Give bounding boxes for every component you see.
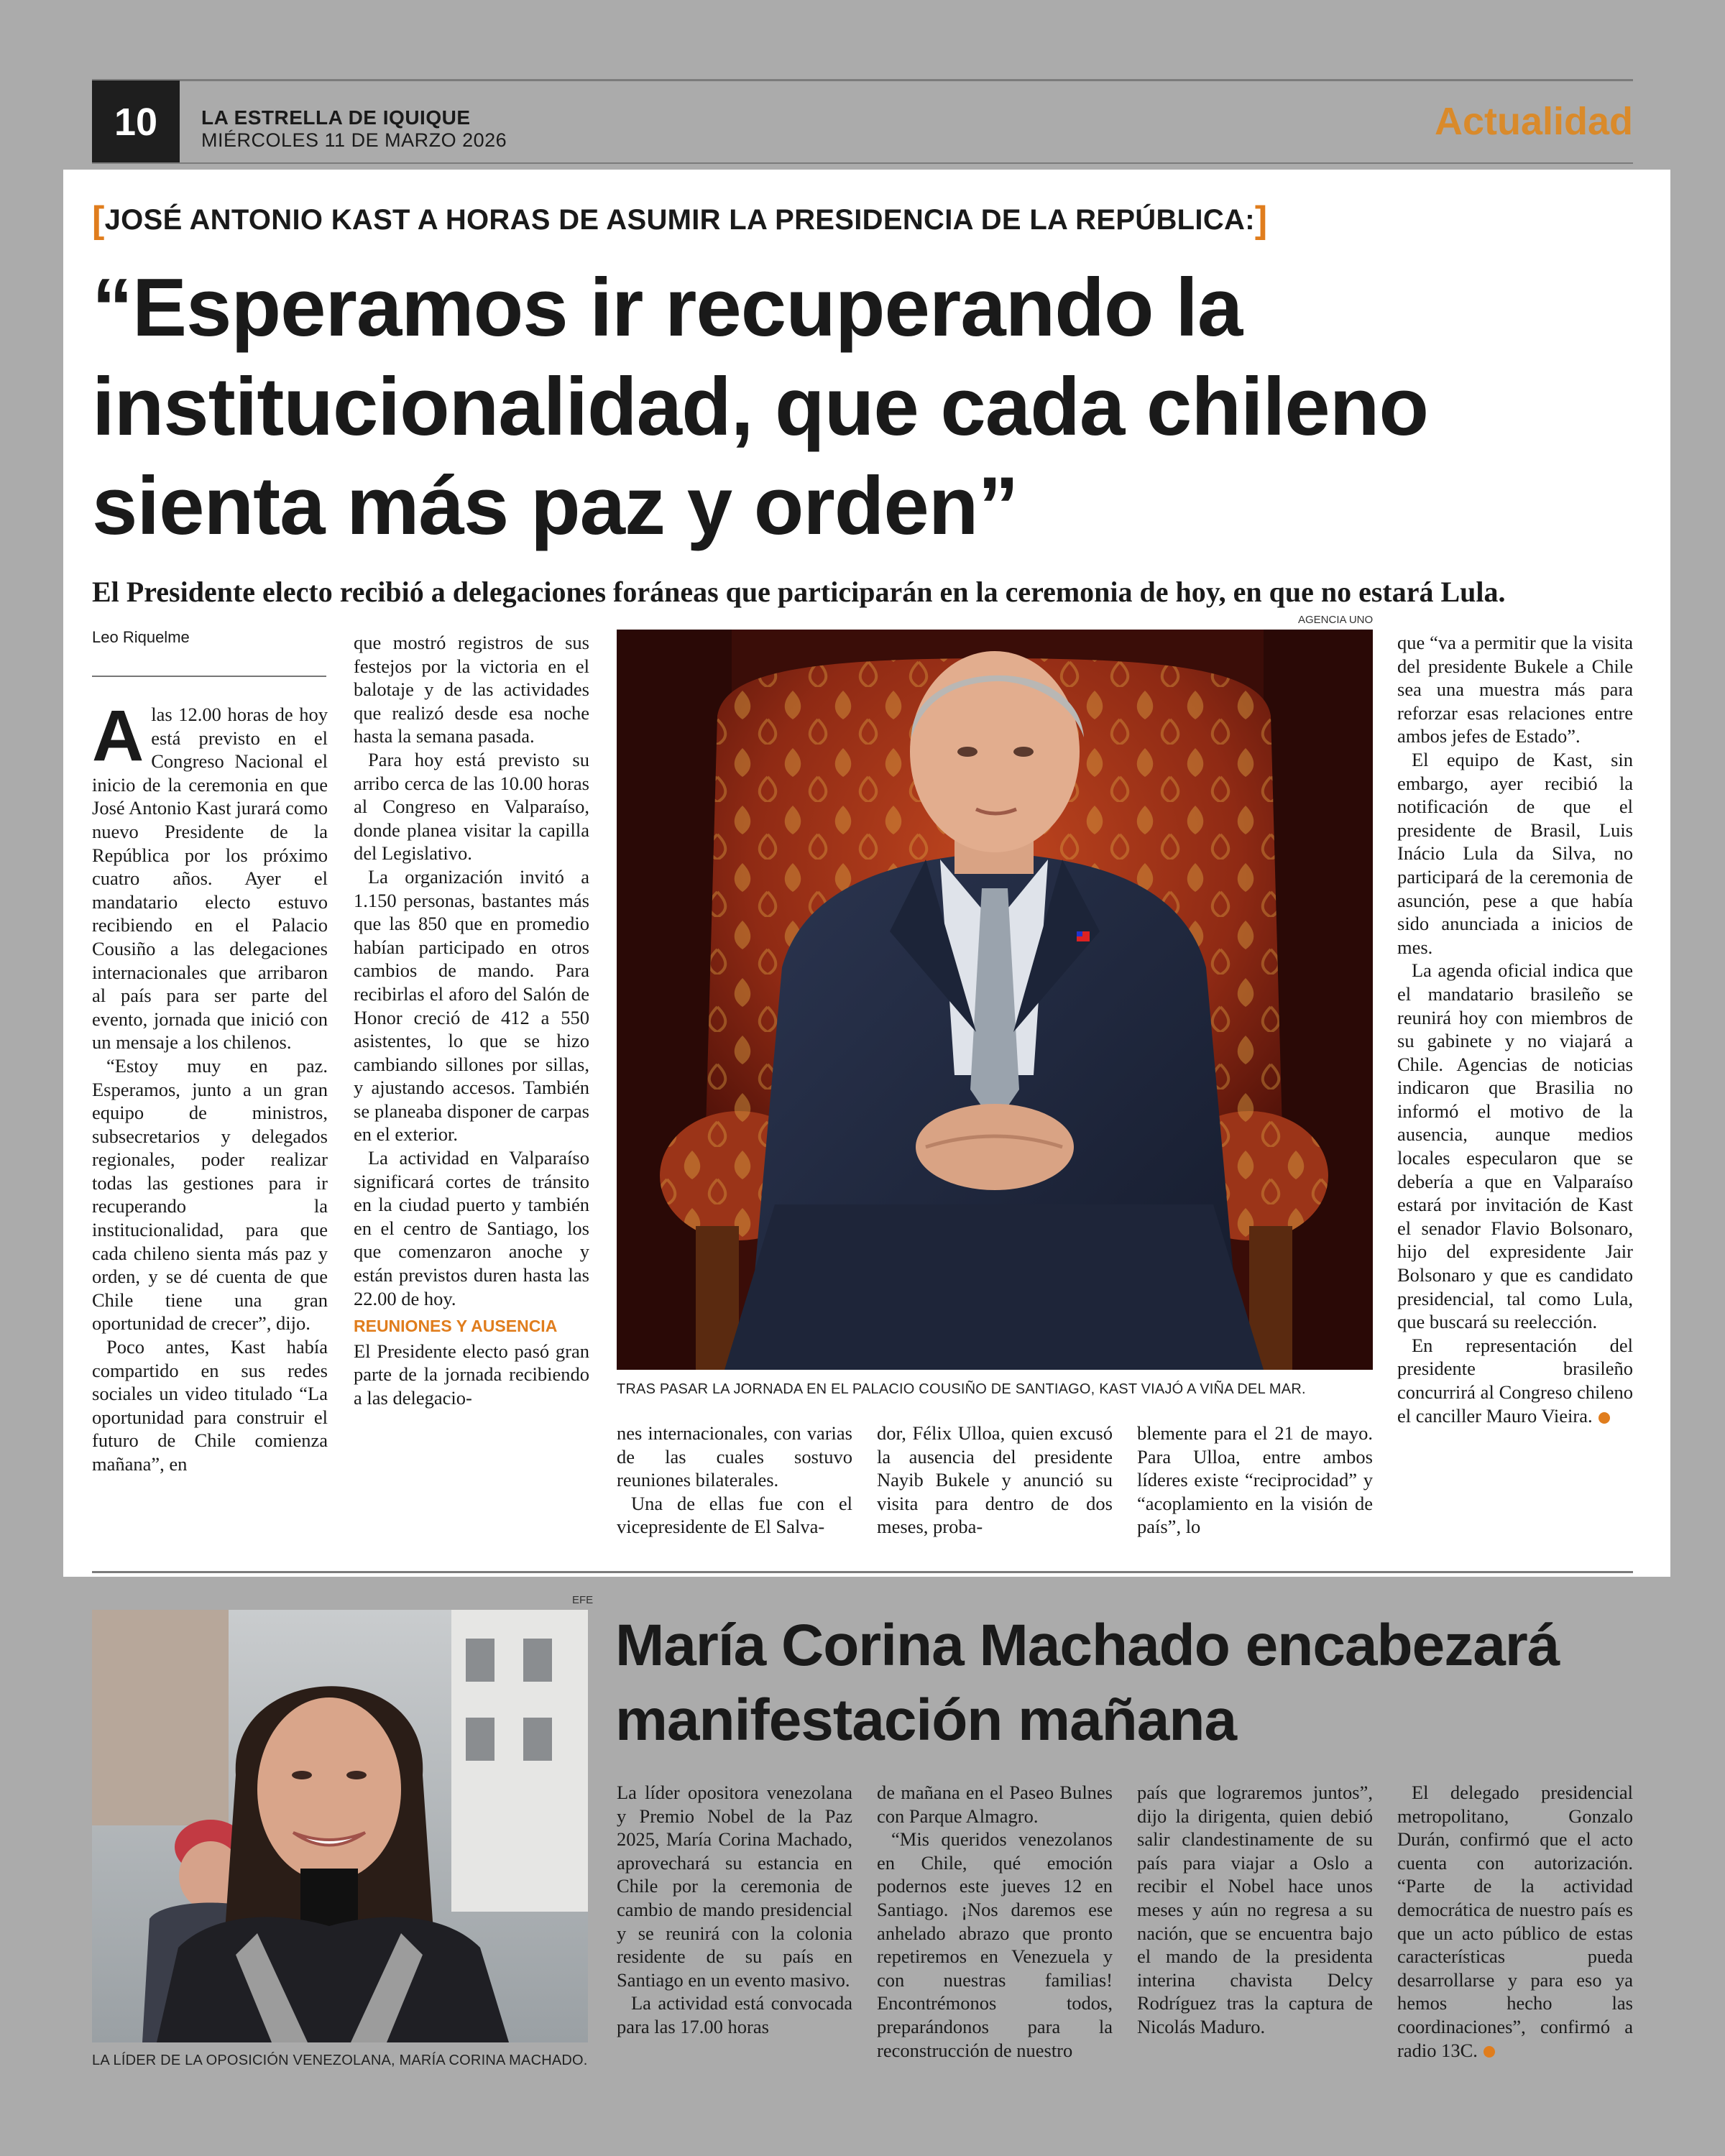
- photo2-credit: EFE: [572, 1594, 594, 1606]
- subheading: REUNIONES Y AUSENCIA: [354, 1317, 558, 1336]
- article-column-1: Alas 12.00 horas de hoy está previsto en el Congreso Nacional el inicio de la ceremonia en que José Antonio Kast jurará como nuevo Presidente de la República por los próximo cuatro años. Ayer el mandatario electo estuvo recibiendo en el Palacio Cousiño a las delegaciones internacionales que arribaron al país para ser parte del evento, jornada que inició con un mensaje a los chilenos. “Estoy muy en paz. Esperamos, junto a un gran equipo de ministros, subsecretarios y delegados regionales, poder realizar todas las gestiones para ir recuperando la institucionalidad, para que cada chileno sienta más paz y orden, y se dé cuenta de que Chile tiene una gran oportunidad de crecer”, dijo. Poco antes, Kast había compartido en sus redes sociales un video titulado “La oportunidad para construir el futuro de Chile comienza mañana”, en: [92, 696, 328, 1475]
- article-deck: El Presidente electo recibió a delegaciones foráneas que participarán en la ceremonia de hoy, en que no estará Lula.: [92, 576, 1506, 608]
- article2-column-3: país que lograremos juntos”, dijo la dirigenta, quien debió salir clandestinamente de su país para viajar a Oslo a recibir el Nobel hace unos meses y aún no regresa a su nación, que se encuentra bajo el mando de la presidenta interina chavista Delcy Rodríguez tras la captura de Nicolás Maduro.: [1137, 1782, 1373, 2037]
- article2-headline: María Corina Machado encabezará manifestación mañana: [615, 1613, 1560, 1753]
- photo2-caption: LA LÍDER DE LA OPOSICIÓN VENEZOLANA, MARÍA CORINA MACHADO.: [92, 2053, 588, 2068]
- photo-credit: AGENCIA UNO: [1298, 614, 1374, 626]
- article-headline: “Esperamos ir recuperando la institucionalidad, que cada chileno sienta más paz y orden”: [92, 262, 1428, 552]
- page-number: 10: [92, 80, 180, 164]
- article2-column-1: La líder opositora venezolana y Premio Nobel de la Paz 2025, María Corina Machado, aprovechará su estancia en Chile por la ceremonia de cambio de mando presidencial y se reunirá con la colonia residente de su país en Santiago en un evento masivo. La actividad está convocada para las 17.00 horas: [617, 1782, 852, 2037]
- article-column-6: que “va a permitir que la visita del presidente Bukele a Chile sea una muestra más para reforzar esas relaciones entre ambos jefes de Estado”. El equipo de Kast, sin embargo, ayer recibió la notificación de que el presidente de Brasil, Luis Inácio Lula da Silva, no participará de la ceremonia de asunción, pese a que había sido anunciada a inicios de mes. La agenda oficial indica que el mandatario brasileño se reunirá hoy con miembros de su gabinete y no viajará a Chile. Agencias de noticias indicaron que Brasilia no informó el motivo de la ausencia, aunque medios locales especularon que se debería a que en Valparaíso estará por invitación de Kast el senador Flavio Bolsonaro, hijo del expresidente Jair Bolsonaro y que es candidato presidencial, tal como Lula, que buscará su reelección. En representación del presidente brasileño concurrirá al Congreso chileno el canciller Mauro Vieira.: [1397, 632, 1633, 1427]
- issue-date: MIÉRCOLES 11 DE MARZO 2026: [201, 129, 507, 151]
- drop-cap: A: [92, 696, 144, 776]
- article-separator-rule: [92, 1571, 1633, 1573]
- article-column-2: que mostró registros de sus festejos por la victoria en el balotaje y de las actividades que realizó desde esa noche hasta la semana pasada. Para hoy está previsto su arribo cerca de las 10.00 horas al Congreso en Valparaíso, donde planea visitar la capilla del Legislativo. La organización invitó a 1.150 personas, bastantes más que las 850 que en promedio habían participado en otros cambios de mando. Para recibirlas el aforo del Salón de Honor creció de 412 a 550 asistentes, lo que se hizo cambiando sillones por sillas, y ajustando accesos. También se planeaba disponer de carpas en el exterior. La actividad en Valparaíso significará cortes de tránsito en la ciudad puerto y también en el centro de Santiago, los que comenzaron anoche y están previstos duren hasta las 22.00 de hoy. REUNIONES Y AUSENCIA El Presidente electo pasó gran parte de la jornada recibiendo a las delegacio-: [354, 632, 589, 1409]
- newspaper-name: LA ESTRELLA DE IQUIQUE: [201, 106, 471, 129]
- machado-photo: [92, 1610, 588, 2042]
- article-column-5: blemente para el 21 de mayo. Para Ulloa, entre ambos líderes existe “reciprocidad” y “acoplamiento en la visión de país”, lo: [1137, 1422, 1373, 1538]
- kast-photo: [617, 630, 1373, 1370]
- end-mark-icon: [1598, 1412, 1610, 1424]
- article2-column-4: El delegado presidencial metropolitano, Gonzalo Durán, confirmó que el acto cuenta con autorización. “Parte de la actividad democrática de nuestro país es que un acto público de estas características pueda desarrollarse y para eso ya hemos hecho las coordinaciones”, confirmó a radio 13C.: [1397, 1782, 1633, 2061]
- article-column-3: nes internacionales, con varias de las cuales sostuvo reuniones bilaterales. Una de ellas fue con el vicepresidente de El Salva-: [617, 1422, 852, 1538]
- article2-column-2: de mañana en el Paseo Bulnes con Parque Almagro. “Mis queridos venezolanos en Chile, qué emoción podernos este jueves 12 en Santiago. ¡Nos daremos ese anhelado abrazo que pronto repetiremos en Venezuela y con nuestras familias! Encontrémonos todos, preparándonos para la reconstrucción de nuestro: [877, 1782, 1113, 2061]
- article-column-4: dor, Félix Ulloa, quien excusó la ausencia del presidente Nayib Bukele y anunció su visita para dentro de dos meses, proba-: [877, 1422, 1113, 1538]
- header-rule: [92, 162, 1633, 164]
- section-name: Actualidad: [1434, 100, 1633, 143]
- byline: Leo Riquelme: [92, 628, 190, 646]
- photo-caption: TRAS PASAR LA JORNADA EN EL PALACIO COUSIÑO DE SANTIAGO, KAST VIAJÓ A VIÑA DEL MAR.: [617, 1381, 1306, 1397]
- byline-rule: [92, 676, 326, 677]
- top-rule: [92, 79, 1633, 81]
- article-kicker: [JOSÉ ANTONIO KAST A HORAS DE ASUMIR LA PRESIDENCIA DE LA REPÚBLICA:]: [92, 199, 1268, 241]
- end-mark-icon: [1484, 2046, 1495, 2058]
